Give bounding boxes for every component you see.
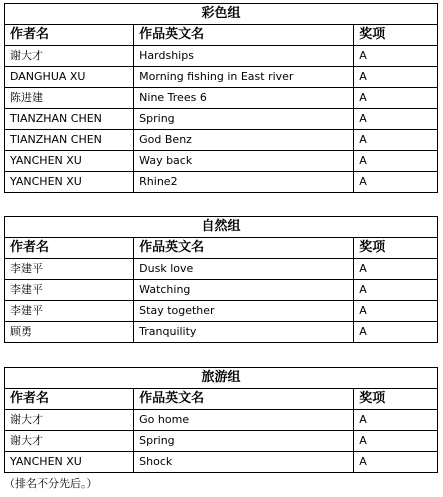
footnote: （排名不分先后。）	[4, 477, 98, 490]
award-table-color	[4, 3, 438, 193]
title-cell: God Benz	[134, 130, 354, 151]
table-row	[5, 172, 438, 193]
title-cell: Morning fishing in East river	[134, 67, 354, 88]
table-row	[5, 259, 438, 280]
header-award: 奖项	[354, 389, 438, 410]
award-cell: A	[354, 46, 438, 67]
table-row	[5, 151, 438, 172]
author-cell: YANCHEN XU	[5, 151, 134, 172]
award-cell: A	[354, 130, 438, 151]
award-cell: A	[354, 322, 438, 343]
author-cell: 陈进建	[5, 88, 134, 109]
table-row	[5, 301, 438, 322]
header-author: 作者名	[5, 389, 134, 410]
header-award: 奖项	[354, 25, 438, 46]
author-cell: TIANZHAN CHEN	[5, 130, 134, 151]
table-row	[5, 130, 438, 151]
award-cell: A	[354, 280, 438, 301]
award-cell: A	[354, 151, 438, 172]
group-title-row	[5, 4, 438, 25]
title-cell: Tranquility	[134, 322, 354, 343]
group-title-row	[5, 217, 438, 238]
award-cell: A	[354, 172, 438, 193]
header-author: 作者名	[5, 25, 134, 46]
table-row	[5, 322, 438, 343]
author-cell: 谢大才	[5, 431, 134, 452]
author-cell: 李建平	[5, 280, 134, 301]
table-row	[5, 67, 438, 88]
title-cell: Stay together	[134, 301, 354, 322]
award-cell: A	[354, 431, 438, 452]
author-cell: 顾勇	[5, 322, 134, 343]
header-title: 作品英文名	[134, 389, 354, 410]
author-cell: DANGHUA XU	[5, 67, 134, 88]
header-award: 奖项	[354, 238, 438, 259]
group-title-row	[5, 368, 438, 389]
author-cell: 李建平	[5, 301, 134, 322]
title-cell: Spring	[134, 431, 354, 452]
award-cell: A	[354, 88, 438, 109]
award-cell: A	[354, 67, 438, 88]
award-cell: A	[354, 452, 438, 473]
title-cell: Rhine2	[134, 172, 354, 193]
award-table-nature	[4, 216, 438, 343]
author-cell: 谢大才	[5, 410, 134, 431]
author-cell: 谢大才	[5, 46, 134, 67]
author-cell: TIANZHAN CHEN	[5, 109, 134, 130]
title-cell: Go home	[134, 410, 354, 431]
table-row	[5, 88, 438, 109]
table-row	[5, 452, 438, 473]
table-row	[5, 46, 438, 67]
title-cell: Way back	[134, 151, 354, 172]
title-cell: Shock	[134, 452, 354, 473]
award-cell: A	[354, 410, 438, 431]
title-cell: Dusk love	[134, 259, 354, 280]
title-cell: Spring	[134, 109, 354, 130]
title-cell: Nine Trees 6	[134, 88, 354, 109]
author-cell: YANCHEN XU	[5, 452, 134, 473]
header-row	[5, 238, 438, 259]
group-title: 彩色组	[5, 4, 438, 25]
title-cell: Hardships	[134, 46, 354, 67]
header-title: 作品英文名	[134, 238, 354, 259]
table-row	[5, 280, 438, 301]
table-row	[5, 431, 438, 452]
award-cell: A	[354, 109, 438, 130]
title-cell: Watching	[134, 280, 354, 301]
header-row	[5, 25, 438, 46]
header-row	[5, 389, 438, 410]
award-cell: A	[354, 301, 438, 322]
header-author: 作者名	[5, 238, 134, 259]
table-row	[5, 410, 438, 431]
table-row	[5, 109, 438, 130]
award-table-travel	[4, 367, 438, 473]
author-cell: 李建平	[5, 259, 134, 280]
group-title: 自然组	[5, 217, 438, 238]
group-title: 旅游组	[5, 368, 438, 389]
header-title: 作品英文名	[134, 25, 354, 46]
award-cell: A	[354, 259, 438, 280]
author-cell: YANCHEN XU	[5, 172, 134, 193]
